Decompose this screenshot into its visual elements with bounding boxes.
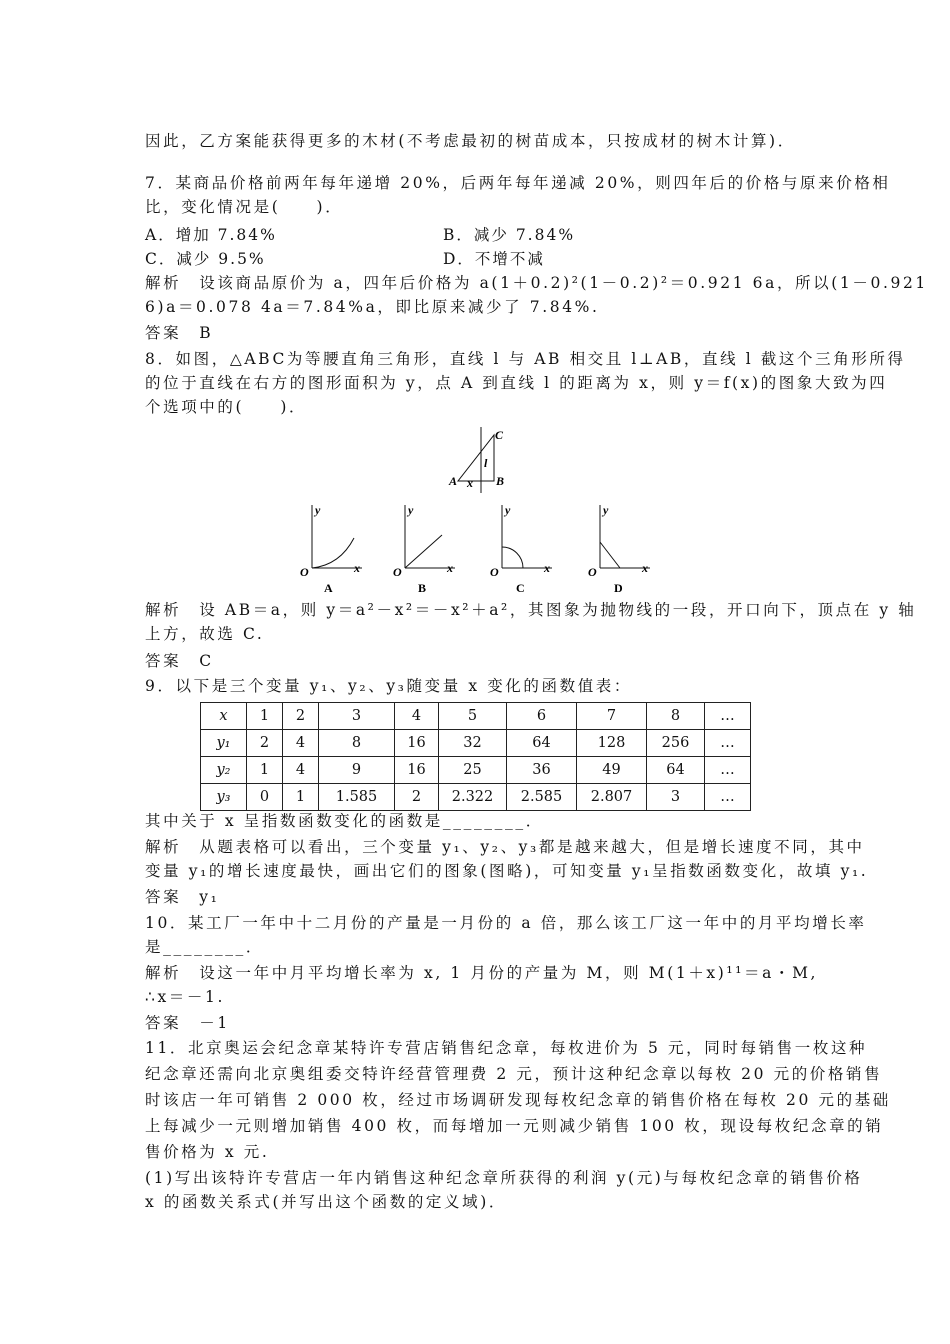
question-10: 10．某工厂一年中十二月份的产量是一月份的 a 倍，那么该工厂这一年中的月平均增长率 <box>145 914 867 932</box>
table-cell: 7 <box>577 703 647 730</box>
question-9: 其中关于 x 呈指数函数变化的函数是________． <box>145 812 544 830</box>
table-cell: 8 <box>647 703 705 730</box>
table-cell: 3 <box>319 703 395 730</box>
table-cell: 2 <box>247 730 283 757</box>
function-value-table <box>200 702 751 811</box>
solution-8: 解析 设 AB＝a，则 y＝a²－x²＝－x²＋a²，其图象为抛物线的一段，开口向下，顶点在 y 轴 <box>145 601 917 619</box>
table-cell: … <box>705 730 751 757</box>
graph-c <box>490 503 552 595</box>
graph-b <box>393 503 455 595</box>
table-cell: 32 <box>439 730 507 757</box>
label-x: x <box>467 476 473 490</box>
solution-10: 解析 设这一年中月平均增长率为 x, 1 月份的产量为 M，则 M(1＋x)¹¹＝a・M, <box>145 964 819 982</box>
svg-text:C: C <box>516 581 525 595</box>
table-cell: … <box>705 703 751 730</box>
question-7: 7．某商品价格前两年每年递增 20%，后两年每年递减 20%，则四年后的价格与原来价格相 <box>145 174 891 192</box>
table-cell: 9 <box>319 757 395 784</box>
table-cell: 2.322 <box>439 784 507 811</box>
solution-10: ∴x＝－1. <box>145 988 225 1006</box>
question-10: 是________． <box>145 938 265 956</box>
solution-8: 上方，故选 C. <box>145 625 265 643</box>
svg-text:x: x <box>354 561 360 575</box>
table-cell: 3 <box>647 784 705 811</box>
solution-7: 6)a＝0.078 4a＝7.84%a，即比原来减少了 7.84%. <box>145 298 600 316</box>
svg-text:O: O <box>588 565 597 579</box>
option-graphs <box>290 500 670 600</box>
option-a: A．增加 7.84% <box>145 226 277 244</box>
question-11: 时该店一年可销售 2 000 枚，经过市场调研发现每枚纪念章的销售价格在每枚 20 元的基础 <box>145 1091 891 1109</box>
svg-text:D: D <box>614 581 623 595</box>
table-row <box>201 730 751 757</box>
question-7: 比，变化情况是( )． <box>145 198 344 216</box>
option-d: D．不增不减 <box>443 250 545 268</box>
table-cell: 16 <box>395 757 439 784</box>
answer-9: 答案 y₁ <box>145 888 220 906</box>
table-cell: 256 <box>647 730 705 757</box>
question-8: 的位于直线在右方的图形面积为 y，点 A 到直线 l 的距离为 x，则 y＝f(x)的图象大致为四 <box>145 374 888 392</box>
table-cell: 25 <box>439 757 507 784</box>
table-cell: 2.585 <box>507 784 577 811</box>
table-cell: … <box>705 757 751 784</box>
table-cell: 2 <box>395 784 439 811</box>
table-cell: 0 <box>247 784 283 811</box>
option-b: B．减少 7.84% <box>443 226 576 244</box>
table-cell: 4 <box>283 730 319 757</box>
row-header: y₃ <box>201 784 247 811</box>
label-l: l <box>484 456 488 470</box>
svg-text:A: A <box>324 581 333 595</box>
option-c: C．减少 9.5% <box>145 250 266 268</box>
row-header: x <box>201 703 247 730</box>
answer-7: 答案 B <box>145 324 214 342</box>
graph-d <box>588 503 650 595</box>
table-cell: 49 <box>577 757 647 784</box>
label-a: A <box>449 474 458 488</box>
table-cell: 1 <box>283 784 319 811</box>
table-cell: 4 <box>395 703 439 730</box>
table-cell: 4 <box>283 757 319 784</box>
question-11: 11．北京奥运会纪念章某特许专营店销售纪念章，每枚进价为 5 元，同时每销售一枚这种 <box>145 1039 868 1057</box>
table-cell: 1.585 <box>319 784 395 811</box>
table-cell: 128 <box>577 730 647 757</box>
text-line: 因此，乙方案能获得更多的木材(不考虑最初的树苗成本，只按成材的树木计算)． <box>145 132 796 150</box>
svg-text:O: O <box>393 565 402 579</box>
row-header: y₁ <box>201 730 247 757</box>
question-11-part-1: x 的函数关系式(并写出这个函数的定义域)． <box>145 1193 507 1211</box>
table-cell: 36 <box>507 757 577 784</box>
svg-text:B: B <box>418 581 427 595</box>
table-cell: 6 <box>507 703 577 730</box>
table-row <box>201 757 751 784</box>
question-8: 个选项中的( )． <box>145 398 308 416</box>
svg-text:y: y <box>408 503 414 517</box>
table-cell: 64 <box>507 730 577 757</box>
question-11: 纪念章还需向北京奥组委交特许经营管理费 2 元，预计这种纪念章以每枚 20 元的价格销售 <box>145 1065 883 1083</box>
svg-text:y: y <box>603 503 609 517</box>
solution-9: 解析 从题表格可以看出，三个变量 y₁、y₂、y₃都是越来越大，但是增长速度不同，其中 <box>145 838 865 856</box>
svg-text:O: O <box>300 565 309 579</box>
table-cell: 1 <box>247 757 283 784</box>
table-row <box>201 703 751 730</box>
table-row <box>201 784 751 811</box>
graph-a <box>300 503 362 595</box>
question-8: 8．如图，△ABC为等腰直角三角形，直线 l 与 AB 相交且 l⊥AB，直线 l 截这个三角形所得 <box>145 350 906 368</box>
answer-10: 答案 －1 <box>145 1014 230 1032</box>
question-11-part-1: (1)写出该特许专营店一年内销售这种纪念章所获得的利润 y(元)与每枚纪念章的销售价格 <box>145 1169 863 1187</box>
table-cell: 1 <box>247 703 283 730</box>
solution-9: 变量 y₁的增长速度最快，画出它们的图象(图略)，可知变量 y₁呈指数函数变化，故填 y₁. <box>145 862 869 880</box>
table-cell: 64 <box>647 757 705 784</box>
answer-8: 答案 C <box>145 652 214 670</box>
label-c: C <box>495 428 504 442</box>
solution-7: 解析 设该商品原价为 a，四年后价格为 a(1＋0.2)²(1－0.2)²＝0.921 6a，所以(1－0.921 <box>145 274 928 292</box>
row-header: y₂ <box>201 757 247 784</box>
svg-text:x: x <box>447 561 453 575</box>
table-cell: 2 <box>283 703 319 730</box>
question-9: 9．以下是三个变量 y₁、y₂、y₃随变量 x 变化的函数值表： <box>145 677 632 695</box>
table-cell: 2.807 <box>577 784 647 811</box>
svg-text:x: x <box>544 561 550 575</box>
question-11: 售价格为 x 元. <box>145 1143 270 1161</box>
table-cell: 8 <box>319 730 395 757</box>
question-11: 上每减少一元则增加销售 400 枚，而每增加一元则减少销售 100 枚，现设每枚纪念章的销 <box>145 1117 884 1135</box>
triangle-figure <box>440 425 510 495</box>
table-cell: 16 <box>395 730 439 757</box>
svg-text:y: y <box>505 503 511 517</box>
table-cell: … <box>705 784 751 811</box>
label-b: B <box>496 474 505 488</box>
svg-text:y: y <box>315 503 321 517</box>
svg-text:x: x <box>642 561 648 575</box>
table-cell: 5 <box>439 703 507 730</box>
svg-text:O: O <box>490 565 499 579</box>
